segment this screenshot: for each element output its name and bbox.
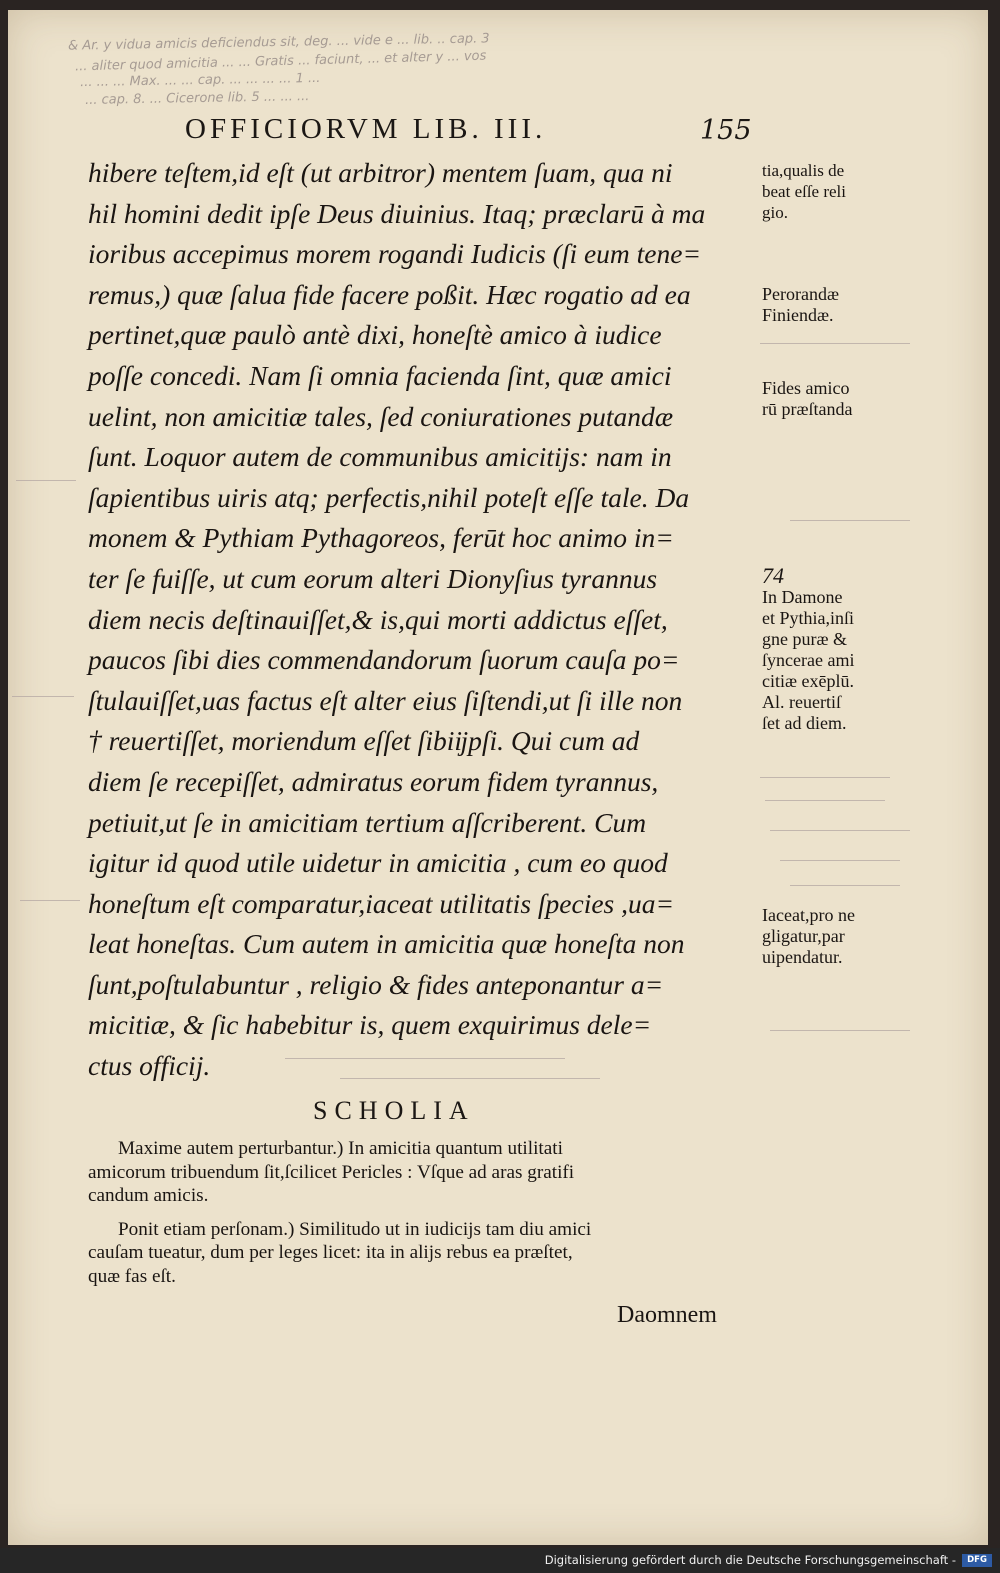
- text-line: hibere teſtem,id eſt (ut arbitror) mentem ſuam, qua ni: [88, 157, 673, 188]
- marginal-note-line: et Pythia,inſi: [762, 608, 854, 628]
- main-text-block: [88, 153, 748, 1087]
- marginal-note-iaceat: [762, 904, 855, 967]
- text-line: ſapientibus uiris atq; perfectis,nihil poteſt eſſe tale. Da: [88, 481, 690, 513]
- text-line: pertinet,quæ paulò antè dixi, honeſtè amico à iudice: [88, 319, 662, 351]
- page-number: 155: [700, 115, 752, 146]
- dfg-logo-icon: DFG: [962, 1554, 992, 1567]
- marginal-note-number: 74: [762, 563, 784, 588]
- handwritten-note-line: ... aliter quod amicitia ... ... Gratis ... faciunt, ... et alter y ... vos: [74, 48, 487, 75]
- pencil-scribble: [20, 900, 80, 901]
- footer-credit-text: Digitalisierung gefördert durch die Deutsche Forschungsgemeinschaft -: [544, 1553, 956, 1567]
- handwritten-note-line: ... ... ... Max. ... ... cap. ... ... ... ... 1 ...: [79, 70, 321, 91]
- marginal-note-line: Al. reuertiſ: [762, 692, 841, 712]
- text-line: ctus officij.: [88, 1050, 211, 1082]
- digitization-footer: [0, 1548, 1000, 1573]
- pencil-scribble: [780, 860, 900, 861]
- scholia-line: Ponit etiam perſonam.) Similitudo ut in iudicijs tam diu amici: [118, 1218, 592, 1240]
- scholia-line: quæ fas eſt.: [88, 1265, 176, 1287]
- marginal-note-line: ſyncerae ami: [762, 650, 855, 670]
- pencil-scribble: [12, 696, 74, 697]
- pencil-scribble: [760, 777, 890, 778]
- handwritten-note-line: & Ar. y vidua amicis deficiendus sit, deg. ... vide e ... lib. .. cap. 3: [67, 31, 490, 54]
- marginal-note-damon-pythias: [762, 565, 854, 734]
- pencil-scribble: [765, 800, 885, 801]
- text-line: petiuit,ut ſe in amicitiam tertium aſſcriberent. Cum: [88, 806, 647, 838]
- pencil-scribble: [770, 1030, 910, 1031]
- text-line: ioribus accepimus morem rogandi Iudicis (ſi eum tene=: [88, 238, 702, 270]
- text-line: ſunt,poſtulabuntur , religio & fides anteponantur a=: [88, 968, 664, 1000]
- marginal-note-line: Iaceat,pro ne: [762, 905, 855, 925]
- marginal-note-line: gligatur,par: [762, 926, 845, 946]
- scholia-line: candum amicis.: [88, 1185, 209, 1206]
- marginal-note-line: tia,qualis de: [762, 161, 845, 180]
- handwritten-note-line: ... cap. 8. ... Cicerone lib. 5 ... ... ...: [84, 89, 310, 108]
- marginal-note-religio: [762, 160, 846, 223]
- pencil-scribble: [16, 480, 76, 481]
- marginal-note-line: uipendatur.: [762, 947, 843, 967]
- marginal-note-perorandae: [762, 283, 839, 325]
- catchword: Daomnem: [617, 1302, 717, 1328]
- pencil-scribble: [790, 520, 910, 521]
- text-line: † reuertiſſet, moriendum eſſet ſibiĳpſi. Qui cum ad: [88, 725, 640, 757]
- marginal-note-fides: [762, 377, 852, 419]
- text-line: leat honeſtas. Cum autem in amicitia quæ honeſta non: [88, 928, 685, 960]
- scholia-line: Maxime autem perturbantur.) In amicitia quantum utilitati: [118, 1138, 563, 1159]
- pencil-scribble: [790, 885, 900, 886]
- text-line: monem & Pythiam Pythagoreos, ferūt hoc animo in=: [88, 522, 674, 554]
- running-head: OFFICIORVM LIB. III.: [185, 113, 547, 145]
- marginal-note-line: Fides amico: [762, 378, 850, 398]
- marginal-note-line: In Damone: [762, 587, 843, 607]
- marginal-note-line: Perorandæ: [762, 284, 839, 304]
- text-line: igitur id quod utile uidetur in amicitia , cum eo quod: [88, 847, 668, 879]
- text-line: paucos ſibi dies commendandorum ſuorum cauſa po=: [88, 644, 680, 676]
- scholia-line: cauſam tueatur, dum per leges licet: ita in alijs rebus ea præſtet,: [88, 1242, 573, 1263]
- marginal-note-line: beat eſſe reli: [762, 182, 847, 201]
- text-line: remus,) quæ ſalua fide facere poßit. Hæc rogatio ad ea: [88, 278, 691, 310]
- marginal-note-line: gne puræ &: [762, 629, 847, 649]
- text-line: uelint, non amicitiæ tales, ſed coniurationes putandæ: [88, 400, 674, 432]
- text-line: diem necis deſtinauiſſet,& is,qui morti addictus eſſet,: [88, 603, 668, 635]
- text-line: hil homini dedit ipſe Deus diuinius. Itaq; præclarū à ma: [88, 197, 706, 229]
- pencil-scribble: [760, 343, 910, 344]
- text-line: ſunt. Loquor autem de communibus amicitijs: nam in: [88, 441, 672, 473]
- text-line: ter ſe fuiſſe, ut cum eorum alteri Dionyſius tyrannus: [88, 562, 658, 594]
- text-line: micitiæ, & ſic habebitur is, quem exquirimus dele=: [88, 1009, 652, 1041]
- text-line: poſſe concedi. Nam ſi omnia facienda ſint, quæ amici: [88, 359, 672, 391]
- scholia-heading: SCHOLIA: [313, 1096, 475, 1125]
- text-line: diem ſe recepiſſet, admiratus eorum fidem tyrannus,: [88, 765, 659, 797]
- marginal-note-line: citiæ exēplū.: [762, 671, 854, 691]
- marginal-note-line: ſet ad diem.: [762, 713, 847, 733]
- scholia-block: [88, 1137, 758, 1288]
- text-line: honeſtum eſt comparatur,iaceat utilitatis ſpecies ,ua=: [88, 887, 675, 919]
- marginal-note-line: gio.: [762, 203, 788, 222]
- text-line: ſtulauiſſet,uas factus eſt alter eius ſiſtendi,ut ſi ille non: [88, 684, 683, 716]
- marginal-note-line: Finiendæ.: [762, 305, 834, 325]
- pencil-scribble: [770, 830, 910, 831]
- marginal-note-line: rū præſtanda: [762, 399, 853, 419]
- scholia-line: amicorum tribuendum ſit,ſcilicet Pericles : Vſque ad aras gratifi: [88, 1161, 575, 1183]
